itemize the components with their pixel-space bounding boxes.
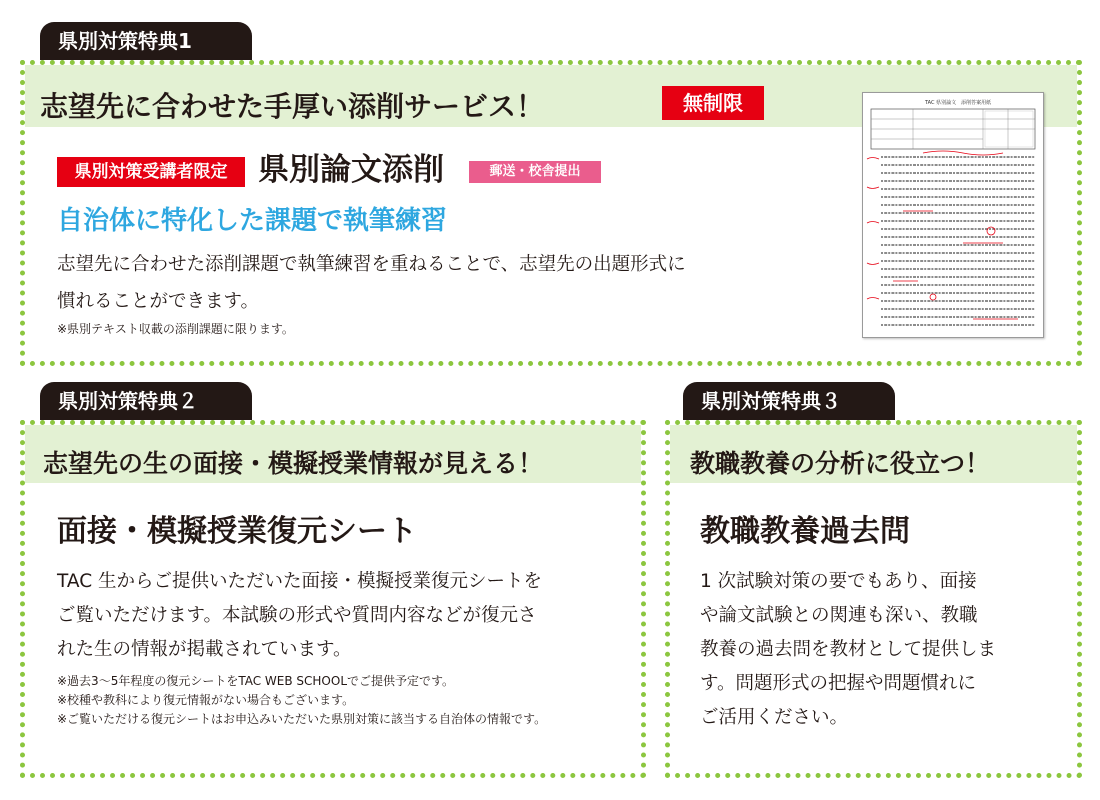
section2-note-3: ※ご覧いただける復元シートはお申込みいただいた県別対策に該当する自治体の情報です。 [57,712,547,726]
section2-body-line2: ご覧いただけます。本試験の形式や質問内容などが復元さ [57,605,537,626]
section3-headline: 教職教養の分析に役立つ！ [690,449,991,478]
section3-tag [683,382,895,420]
section3-body-line5: ご活用ください。 [700,707,849,728]
handwriting-lines [881,157,1035,325]
section3-body-line2: や論文試験との関連も深い、教職 [700,605,978,626]
section1-title: 県別論文添削 [258,152,444,188]
section2-notes [57,672,627,729]
section1-tag [40,22,252,60]
correction-sheet-drawing [863,93,1043,337]
section3-body-line3: 教養の過去問を教材として提供しま [700,639,997,660]
section1-note: ※県別テキスト収載の添削課題に限ります。 [57,322,294,336]
section2-note-1: ※過去3～5年程度の復元シートをTAC WEB SCHOOLでご提供予定です。 [57,674,455,688]
section1-headline: 志望先に合わせた手厚い添削サービス！ [40,90,545,123]
section1-method-badge: 郵送・校舎提出 [469,161,601,183]
section2-headline: 志望先の生の面接・模擬授業情報が見える！ [43,449,544,478]
section2-title: 面接・模擬授業復元シート [57,514,417,549]
section1-subtitle: 自治体に特化した課題で執筆練習 [57,206,448,236]
section1-unlimited-badge: 無制限 [662,86,764,120]
section1-body-line1: 志望先に合わせた添削課題で執筆練習を重ねることで、志望先の出題形式に [57,254,686,275]
doc-title: TAC 県別論文 添削答案用紙 [925,100,992,106]
section1-body-line2: 慣れることができます。 [57,291,260,312]
section3-body-line1: 1 次試験対策の要でもあり、面接 [700,571,977,592]
correction-sheet-image [862,92,1044,338]
section1-tag-label: 県別対策特典1 [58,29,192,53]
section2-tag [40,382,252,420]
section2-body-line1: TAC 生からご提供いただいた面接・模擬授業復元シートを [57,571,542,592]
section2-body-line3: れた生の情報が掲載されています。 [57,639,352,660]
section1-limit-badge: 県別対策受講者限定 [57,157,245,187]
section3-tag-label: 県別対策特典３ [701,389,841,413]
section2-tag-label: 県別対策特典２ [58,389,198,413]
section2-note-2: ※校種や教科により復元情報がない場合もございます。 [57,693,355,707]
red-corrections [867,151,1018,319]
section3-title: 教職教養過去問 [700,514,910,549]
section3-body-line4: す。問題形式の把握や問題慣れに [700,673,977,694]
